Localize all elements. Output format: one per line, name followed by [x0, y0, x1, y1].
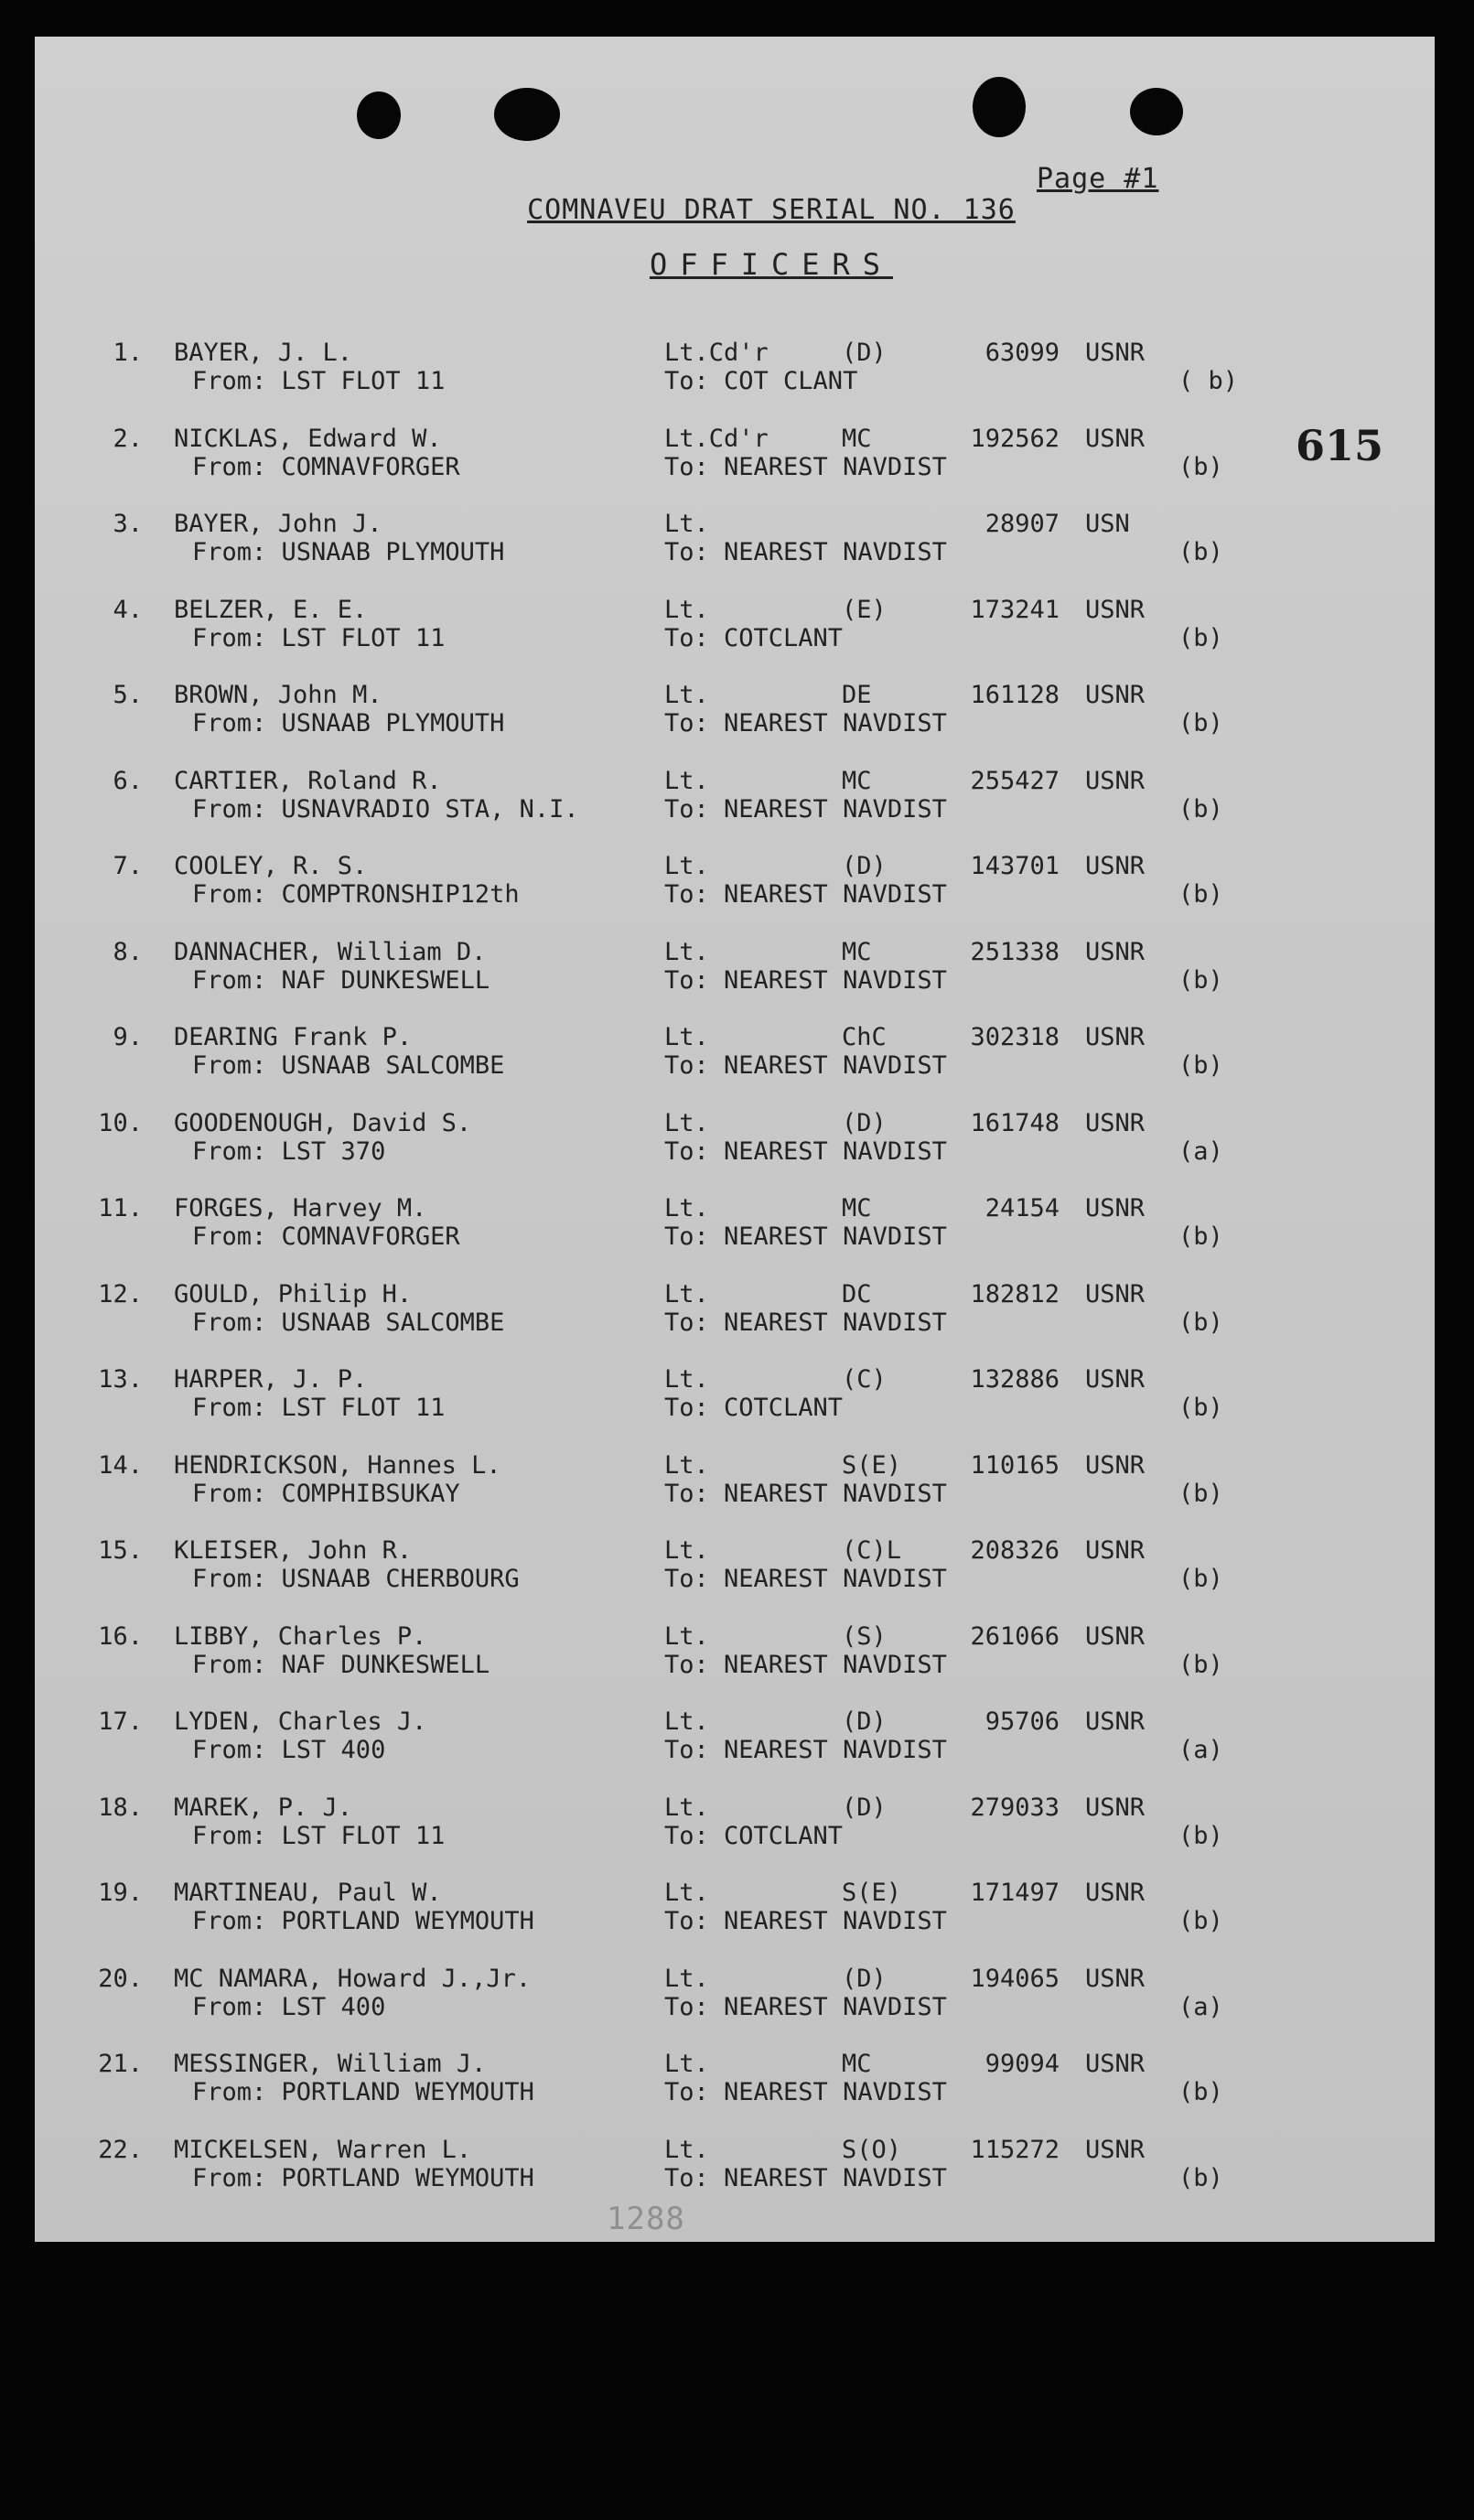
designator: (C)	[842, 1365, 887, 1394]
designator: ChC	[842, 1023, 887, 1051]
service-number: 192562	[970, 424, 1060, 453]
service-number: 63099	[984, 339, 1060, 367]
officer-row	[35, 938, 1435, 1024]
entry-number: 15.	[98, 1536, 143, 1565]
service-number: 261066	[970, 1621, 1060, 1651]
from-unit: From: COMPHIBSUKAY	[192, 1479, 460, 1508]
category: (b)	[1178, 965, 1223, 995]
category: (a)	[1178, 1736, 1223, 1764]
from-unit: From: USNAVRADIO STA, N.I.	[192, 794, 579, 824]
officer-row	[35, 339, 1435, 425]
designator: MC	[842, 2050, 872, 2078]
from-unit: From: NAF DUNKESWELL	[192, 965, 490, 995]
component: USNR	[1085, 1279, 1146, 1308]
destination: To: NEAREST NAVDIST	[664, 452, 947, 481]
destination: To: NEAREST NAVDIST	[664, 965, 947, 995]
entry-number: 5.	[113, 681, 143, 709]
entry-number: 7.	[113, 852, 143, 880]
officer-row	[35, 1109, 1435, 1195]
footer-mark: 1288	[607, 2201, 685, 2237]
stamp-number: 615	[1296, 421, 1384, 470]
entry-number: 9.	[113, 1023, 143, 1051]
category: (b)	[1178, 2078, 1223, 2106]
entry-number: 18.	[98, 1793, 143, 1822]
destination: To: NEAREST NAVDIST	[664, 538, 947, 566]
officer-row	[35, 1280, 1435, 1366]
designator: S(E)	[842, 1450, 902, 1480]
category: (b)	[1178, 1565, 1223, 1593]
destination: To: NEAREST NAVDIST	[664, 2078, 947, 2106]
designator: MC	[842, 766, 872, 795]
category: (b)	[1178, 1308, 1223, 1337]
officer-row	[35, 1536, 1435, 1622]
from-unit: From: COMPTRONSHIP12th	[192, 880, 520, 909]
designator: MC	[842, 1194, 872, 1222]
from-unit: From: COMNAVFORGER	[192, 452, 460, 481]
component: USNR	[1085, 852, 1146, 880]
category: (b)	[1178, 1051, 1223, 1080]
category: ( b)	[1178, 367, 1239, 395]
from-unit: From: PORTLAND WEYMOUTH	[192, 2078, 534, 2106]
component: USNR	[1085, 1194, 1146, 1222]
entry-number: 11.	[98, 1194, 143, 1222]
from-unit: From: LST FLOT 11	[192, 1394, 446, 1422]
entry-number: 4.	[113, 595, 143, 624]
service-number: 99094	[984, 2050, 1060, 2078]
destination: To: COTCLANT	[664, 623, 844, 652]
designator: (D)	[842, 339, 887, 367]
entry-number: 20.	[98, 1964, 143, 1993]
officer-name: DEARING Frank P.	[174, 1023, 413, 1051]
from-unit: From: LST 400	[192, 1992, 386, 2021]
destination: To: NEAREST NAVDIST	[664, 709, 947, 738]
component: USNR	[1085, 424, 1146, 453]
category: (b)	[1178, 1821, 1223, 1850]
destination: To: NEAREST NAVDIST	[664, 794, 947, 824]
officer-row	[35, 767, 1435, 853]
officer-name: GOULD, Philip H.	[174, 1279, 413, 1308]
service-number: 302318	[970, 1023, 1060, 1051]
entry-number: 16.	[98, 1621, 143, 1651]
designator: S(E)	[842, 1879, 902, 1907]
officer-name: MC NAMARA, Howard J.,Jr.	[174, 1964, 532, 1993]
rank: Lt.	[664, 1450, 709, 1480]
officer-name: MAREK, P. J.	[174, 1793, 353, 1822]
officer-row	[35, 1365, 1435, 1451]
destination: To: COTCLANT	[664, 1821, 844, 1850]
from-unit: From: USNAAB PLYMOUTH	[192, 709, 505, 738]
officer-name: NICKLAS, Edward W.	[174, 424, 442, 453]
entry-number: 3.	[113, 510, 143, 538]
page-number: Page #1	[1037, 163, 1159, 195]
officer-name: HARPER, J. P.	[174, 1365, 368, 1394]
component: USNR	[1085, 595, 1146, 624]
entry-number: 6.	[113, 766, 143, 795]
rank: Lt.	[664, 1279, 709, 1308]
service-number: 132886	[970, 1365, 1060, 1394]
from-unit: From: NAF DUNKESWELL	[192, 1650, 490, 1679]
service-number: 161128	[970, 681, 1060, 709]
officer-row	[35, 2136, 1435, 2222]
rank: Lt.	[664, 1964, 709, 1993]
designator: (D)	[842, 852, 887, 880]
destination: To: NEAREST NAVDIST	[664, 880, 947, 909]
designator: MC	[842, 937, 872, 966]
officer-name: CARTIER, Roland R.	[174, 766, 442, 795]
entry-number: 14.	[98, 1450, 143, 1480]
serial-title: COMNAVEU DRAT SERIAL NO. 136	[527, 194, 1016, 226]
category: (a)	[1178, 1992, 1223, 2021]
service-number: 251338	[970, 937, 1060, 966]
entry-number: 22.	[98, 2135, 143, 2164]
destination: To: NEAREST NAVDIST	[664, 1479, 947, 1508]
officer-name: DANNACHER, William D.	[174, 937, 487, 966]
destination: To: NEAREST NAVDIST	[664, 2163, 947, 2192]
officer-row	[35, 2050, 1435, 2136]
from-unit: From: PORTLAND WEYMOUTH	[192, 1907, 534, 1935]
rank: Lt.	[664, 1023, 709, 1051]
officer-row	[35, 1023, 1435, 1109]
designator: (D)	[842, 1793, 887, 1822]
from-unit: From: COMNAVFORGER	[192, 1222, 460, 1251]
category: (b)	[1178, 880, 1223, 909]
designator: (D)	[842, 1964, 887, 1993]
officer-name: LYDEN, Charles J.	[174, 1707, 427, 1736]
from-unit: From: USNAAB SALCOMBE	[192, 1308, 505, 1337]
officer-name: BROWN, John M.	[174, 681, 382, 709]
officer-row	[35, 596, 1435, 682]
service-number: 24154	[984, 1194, 1060, 1222]
entry-number: 21.	[98, 2050, 143, 2078]
designator: MC	[842, 424, 872, 453]
officer-name: BELZER, E. E.	[174, 595, 368, 624]
rank: Lt.	[664, 1879, 709, 1907]
officer-row	[35, 1194, 1435, 1280]
from-unit: From: USNAAB SALCOMBE	[192, 1051, 505, 1080]
destination: To: NEAREST NAVDIST	[664, 1736, 947, 1764]
designator: (E)	[842, 595, 887, 624]
officer-row	[35, 1451, 1435, 1537]
component: USNR	[1085, 2135, 1146, 2164]
rank: Lt.	[664, 1194, 709, 1222]
punch-hole	[494, 88, 560, 141]
category: (b)	[1178, 1650, 1223, 1679]
from-unit: From: USNAAB CHERBOURG	[192, 1565, 520, 1593]
service-number: 95706	[984, 1707, 1060, 1736]
designator: (D)	[842, 1108, 887, 1137]
component: USN	[1085, 510, 1130, 538]
punch-hole	[1130, 88, 1183, 135]
rank: Lt.Cd'r	[664, 339, 769, 367]
category: (b)	[1178, 1907, 1223, 1935]
document-page	[35, 37, 1435, 2242]
designator: (C)L	[842, 1536, 902, 1565]
designator: DE	[842, 681, 872, 709]
destination: To: NEAREST NAVDIST	[664, 1992, 947, 2021]
from-unit: From: LST FLOT 11	[192, 1821, 446, 1850]
destination: To: NEAREST NAVDIST	[664, 1650, 947, 1679]
rank: Lt.Cd'r	[664, 424, 769, 453]
component: USNR	[1085, 1964, 1146, 1993]
entry-number: 17.	[98, 1707, 143, 1736]
category: (b)	[1178, 794, 1223, 824]
service-number: 194065	[970, 1964, 1060, 1993]
rank: Lt.	[664, 2050, 709, 2078]
component: USNR	[1085, 1536, 1146, 1565]
component: USNR	[1085, 339, 1146, 367]
rank: Lt.	[664, 1793, 709, 1822]
rank: Lt.	[664, 595, 709, 624]
entry-number: 12.	[98, 1279, 143, 1308]
officer-row	[35, 681, 1435, 767]
officer-name: GOODENOUGH, David S.	[174, 1108, 472, 1137]
officer-row	[35, 1879, 1435, 1965]
service-number: 161748	[970, 1108, 1060, 1137]
rank: Lt.	[664, 1536, 709, 1565]
component: USNR	[1085, 1450, 1146, 1480]
officer-name: LIBBY, Charles P.	[174, 1621, 427, 1651]
destination: To: NEAREST NAVDIST	[664, 1222, 947, 1251]
component: USNR	[1085, 2050, 1146, 2078]
category: (b)	[1178, 1222, 1223, 1251]
category: (b)	[1178, 1479, 1223, 1508]
officer-row	[35, 1707, 1435, 1793]
officer-name: MESSINGER, William J.	[174, 2050, 487, 2078]
rank: Lt.	[664, 1621, 709, 1651]
destination: To: NEAREST NAVDIST	[664, 1565, 947, 1593]
rank: Lt.	[664, 852, 709, 880]
rank: Lt.	[664, 1108, 709, 1137]
from-unit: From: PORTLAND WEYMOUTH	[192, 2163, 534, 2192]
from-unit: From: LST 370	[192, 1136, 386, 1166]
officer-name: HENDRICKSON, Hannes L.	[174, 1450, 501, 1480]
service-number: 143701	[970, 852, 1060, 880]
rank: Lt.	[664, 510, 709, 538]
rank: Lt.	[664, 1365, 709, 1394]
section-title: OFFICERS	[649, 247, 894, 282]
component: USNR	[1085, 1023, 1146, 1051]
destination: To: COT CLANT	[664, 367, 858, 395]
component: USNR	[1085, 937, 1146, 966]
destination: To: NEAREST NAVDIST	[664, 1136, 947, 1166]
punch-hole	[973, 77, 1026, 137]
officer-row	[35, 852, 1435, 938]
destination: To: COTCLANT	[664, 1394, 844, 1422]
rank: Lt.	[664, 766, 709, 795]
designator: S(O)	[842, 2135, 902, 2164]
officer-row	[35, 1965, 1435, 2051]
from-unit: From: LST FLOT 11	[192, 367, 446, 395]
service-number: 182812	[970, 1279, 1060, 1308]
officer-row	[35, 510, 1435, 596]
punch-hole	[357, 92, 401, 139]
officer-row	[35, 425, 1435, 511]
category: (b)	[1178, 538, 1223, 566]
service-number: 279033	[970, 1793, 1060, 1822]
entry-number: 13.	[98, 1365, 143, 1394]
category: (b)	[1178, 2163, 1223, 2192]
officer-row	[35, 1622, 1435, 1708]
rank: Lt.	[664, 681, 709, 709]
entry-number: 8.	[113, 937, 143, 966]
category: (b)	[1178, 1394, 1223, 1422]
from-unit: From: LST 400	[192, 1736, 386, 1764]
rank: Lt.	[664, 2135, 709, 2164]
destination: To: NEAREST NAVDIST	[664, 1308, 947, 1337]
service-number: 28907	[984, 510, 1060, 538]
officer-name: BAYER, John J.	[174, 510, 382, 538]
entry-number: 10.	[98, 1108, 143, 1137]
service-number: 171497	[970, 1879, 1060, 1907]
officer-name: MARTINEAU, Paul W.	[174, 1879, 442, 1907]
component: USNR	[1085, 681, 1146, 709]
from-unit: From: USNAAB PLYMOUTH	[192, 538, 505, 566]
service-number: 115272	[970, 2135, 1060, 2164]
destination: To: NEAREST NAVDIST	[664, 1051, 947, 1080]
designator: DC	[842, 1279, 872, 1308]
component: USNR	[1085, 1108, 1146, 1137]
officer-name: COOLEY, R. S.	[174, 852, 368, 880]
officer-name: KLEISER, John R.	[174, 1536, 413, 1565]
service-number: 173241	[970, 595, 1060, 624]
service-number: 110165	[970, 1450, 1060, 1480]
component: USNR	[1085, 1707, 1146, 1736]
component: USNR	[1085, 1621, 1146, 1651]
officer-name: FORGES, Harvey M.	[174, 1194, 427, 1222]
officer-row	[35, 1793, 1435, 1879]
category: (b)	[1178, 623, 1223, 652]
component: USNR	[1085, 1879, 1146, 1907]
category: (b)	[1178, 452, 1223, 481]
category: (a)	[1178, 1136, 1223, 1166]
component: USNR	[1085, 1365, 1146, 1394]
component: USNR	[1085, 766, 1146, 795]
rank: Lt.	[664, 1707, 709, 1736]
entry-number: 2.	[113, 424, 143, 453]
service-number: 255427	[970, 766, 1060, 795]
officer-name: BAYER, J. L.	[174, 339, 353, 367]
document-header	[35, 194, 1435, 226]
entry-number: 19.	[98, 1879, 143, 1907]
designator: (D)	[842, 1707, 887, 1736]
designator: (S)	[842, 1621, 887, 1651]
rank: Lt.	[664, 937, 709, 966]
category: (b)	[1178, 709, 1223, 738]
entry-number: 1.	[113, 339, 143, 367]
component: USNR	[1085, 1793, 1146, 1822]
from-unit: From: LST FLOT 11	[192, 623, 446, 652]
destination: To: NEAREST NAVDIST	[664, 1907, 947, 1935]
officer-name: MICKELSEN, Warren L.	[174, 2135, 472, 2164]
service-number: 208326	[970, 1536, 1060, 1565]
